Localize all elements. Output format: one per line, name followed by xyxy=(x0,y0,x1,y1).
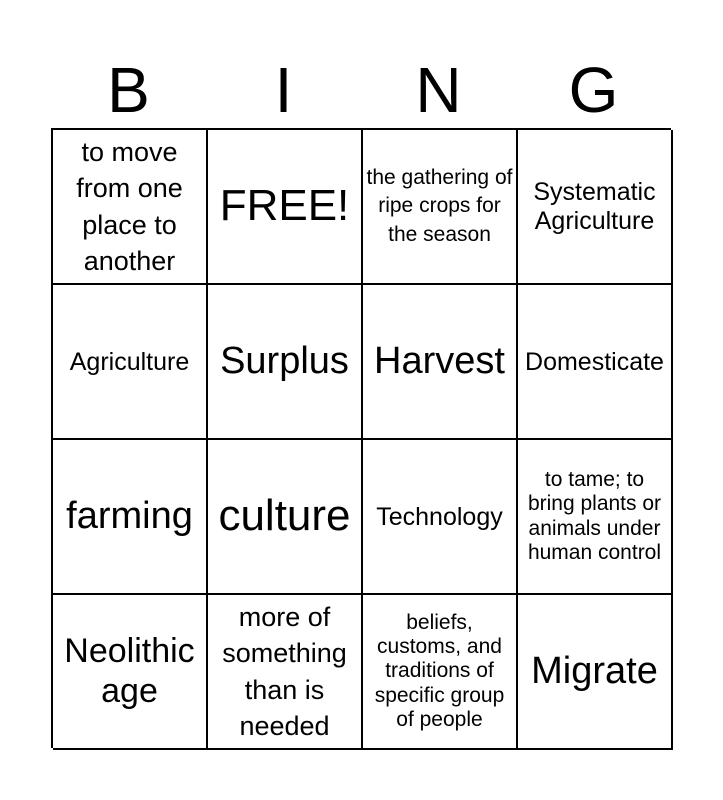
bingo-cell-r3c2[interactable]: culture xyxy=(208,440,363,595)
header-letter-i: I xyxy=(274,54,293,126)
bingo-cell-r3c4[interactable]: to tame; to bring plants or animals under human control xyxy=(518,440,673,595)
bingo-cell-r3c3[interactable]: Technology xyxy=(363,440,518,595)
bingo-cell-r2c3[interactable]: Harvest xyxy=(363,285,518,440)
bingo-header xyxy=(51,52,671,128)
bingo-cell-r1c3[interactable]: the gathering of ripe crops for the season xyxy=(363,130,518,285)
bingo-board xyxy=(51,128,671,748)
bingo-cell-r4c1[interactable]: Neolithic age xyxy=(53,595,208,750)
bingo-cell-r1c4[interactable]: Systematic Agriculture xyxy=(518,130,673,285)
bingo-cell-r4c4[interactable]: Migrate xyxy=(518,595,673,750)
header-letter-n: N xyxy=(415,54,462,126)
bingo-cell-r2c1[interactable]: Agriculture xyxy=(53,285,208,440)
bingo-cell-r4c3[interactable]: beliefs, customs, and traditions of specific group of people xyxy=(363,595,518,750)
bingo-cell-r2c2[interactable]: Surplus xyxy=(208,285,363,440)
bingo-cell-r2c4[interactable]: Domesticate xyxy=(518,285,673,440)
bingo-cell-r3c1[interactable]: farming xyxy=(53,440,208,595)
bingo-cell-r1c1[interactable]: to move from one place to another xyxy=(53,130,208,285)
header-letter-b: B xyxy=(107,54,150,126)
bingo-cell-r4c2[interactable]: more of something than is needed xyxy=(208,595,363,750)
bingo-cell-free[interactable]: FREE! xyxy=(208,130,363,285)
header-letter-g: G xyxy=(568,54,619,126)
